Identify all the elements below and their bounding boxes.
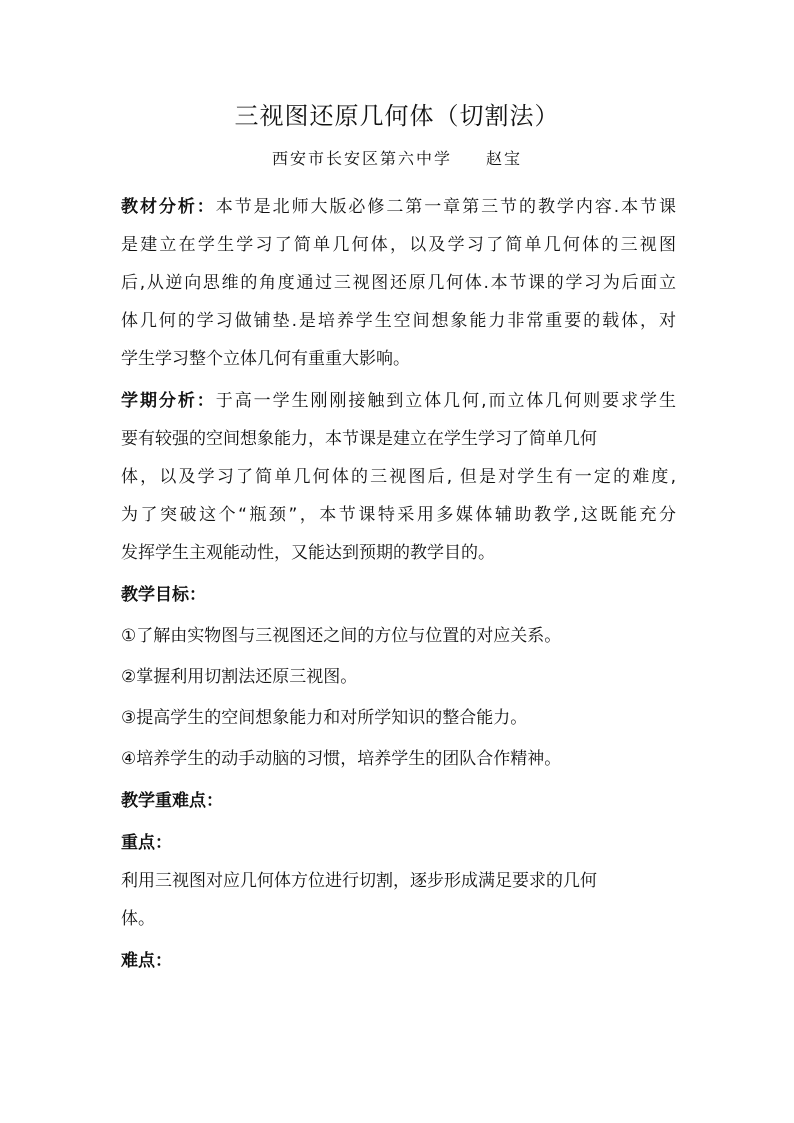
textbook-analysis-text: 本节是北师大版必修二第一章第三节的教学内容.本节课 [215, 197, 676, 217]
objective-item-3: ③提高学生的空间想象能力和对所学知识的整合能力。 [121, 708, 528, 728]
key-point-line-2: 体。 [121, 909, 155, 929]
key-point-line-1: 利用三视图对应几何体方位进行切割，逐步形成满足要求的几何 [121, 871, 597, 891]
objective-item-4: ④培养学生的动手动脑的习惯，培养学生的团队合作精神。 [121, 749, 562, 769]
student-analysis-section [121, 382, 676, 572]
student-analysis-line-1 [121, 382, 676, 420]
key-point-section [121, 824, 676, 938]
student-analysis-line-3: 体，以及学习了简单几何体的三视图后, 但是对学生有一定的难度, [121, 467, 676, 487]
key-difficult-section [121, 782, 676, 820]
student-analysis-line-4: 为了突破这个“瓶颈”，本节课特采用多媒体辅助教学,这既能充分 [121, 505, 676, 525]
objective-item-1: ①了解由实物图与三视图还之间的方位与位置的对应关系。 [121, 626, 562, 646]
textbook-analysis-line-2: 是建立在学生学习了简单几何体，以及学习了简单几何体的三视图 [121, 235, 676, 255]
document-body [121, 184, 676, 980]
textbook-analysis-line-4: 体几何的学习做铺垫.是培养学生空间想象能力非常重要的载体，对 [121, 311, 676, 331]
objectives-heading: 教学目标： [121, 585, 206, 605]
textbook-analysis-section [121, 188, 676, 378]
key-point-heading: 重点： [121, 833, 172, 853]
school-name: 西安市长安区第六中学 [271, 149, 452, 168]
student-analysis-heading: 学期分析： [121, 391, 216, 411]
author-name: 赵宝 [486, 149, 523, 168]
difficult-point-heading: 难点： [121, 951, 172, 971]
objective-item-2: ②掌握利用切割法还原三视图。 [121, 667, 358, 687]
page-title: 三视图还原几何体（切割法） [234, 102, 560, 130]
textbook-analysis-line-1 [121, 188, 676, 226]
student-analysis-line-5: 发挥学生主观能动性，又能达到预期的教学目的。 [121, 543, 495, 563]
textbook-analysis-heading: 教材分析： [121, 197, 216, 217]
key-difficult-heading: 教学重难点： [121, 791, 223, 811]
objectives-section [121, 576, 676, 778]
student-analysis-line-2: 要有较强的空间想象能力，本节课是建立在学生学习了简单几何 [121, 429, 597, 449]
author-line [0, 148, 794, 170]
difficult-point-section [121, 942, 676, 980]
textbook-analysis-line-3: 后,从逆向思维的角度通过三视图还原几何体.本节课的学习为后面立 [121, 273, 676, 293]
student-analysis-text: 于高一学生刚刚接触到立体几何,而立体几何则要求学生 [215, 391, 676, 411]
textbook-analysis-line-5: 学生学习整个立体几何有重重大影响。 [121, 349, 410, 369]
